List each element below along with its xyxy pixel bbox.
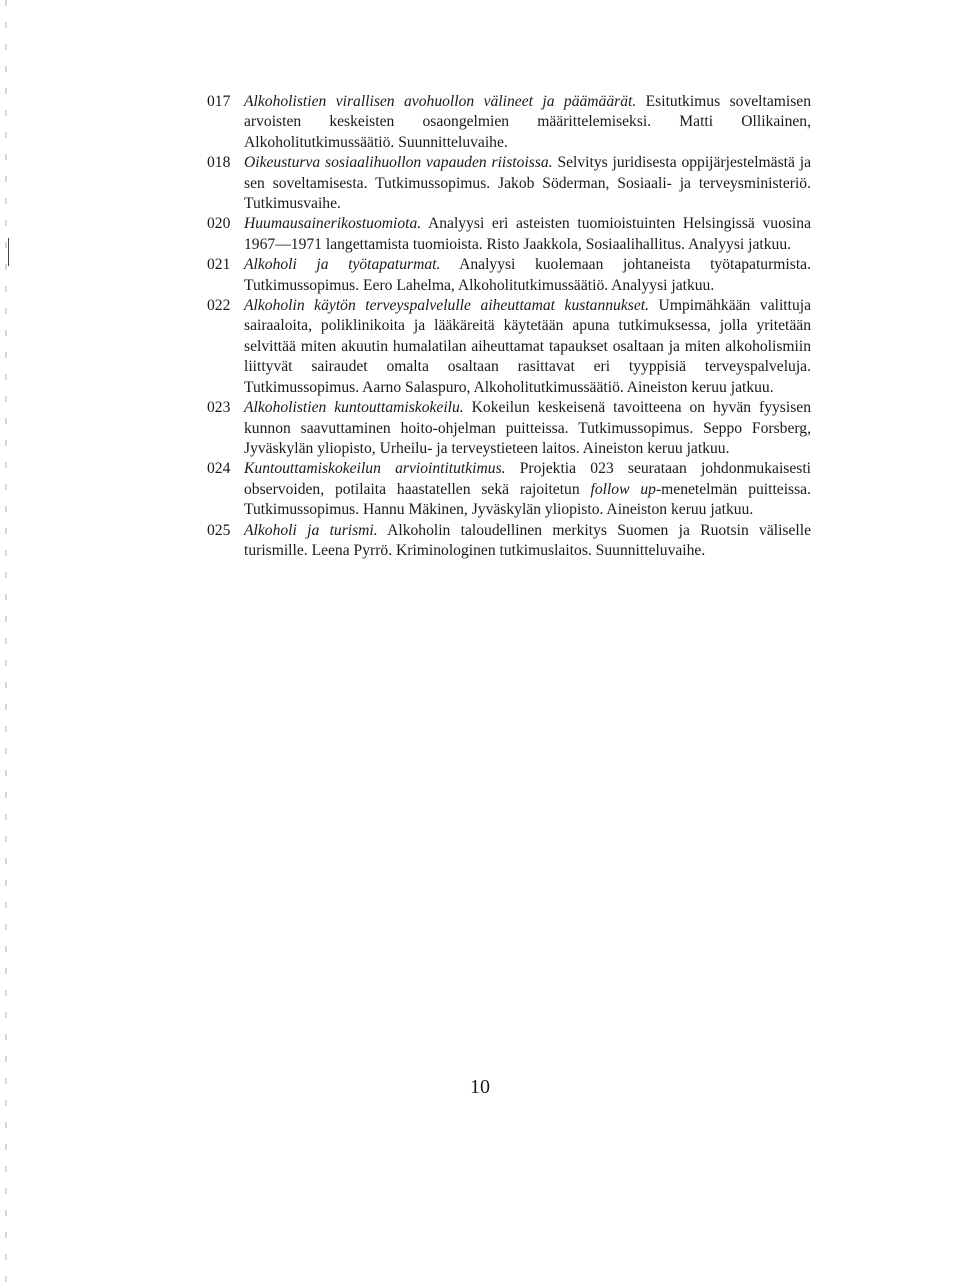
project-number: 021	[207, 256, 231, 274]
project-entry-018	[207, 153, 811, 214]
margin-mark	[8, 238, 9, 266]
project-description	[244, 459, 811, 520]
project-entry-025	[207, 521, 811, 562]
project-number: 017	[207, 93, 231, 110]
project-description	[244, 398, 811, 459]
project-title: Alkoholi ja turismi.	[244, 521, 378, 539]
project-details: Alkoholin taloudellinen merkitys Suomen ja Ruotsin väliselle turismille. Leena Pyrrö. Kriminologinen tutkimuslaitos. Suunnitteluvaihe.	[244, 521, 811, 559]
project-title: Alkoholi ja työtapaturmat.	[244, 256, 441, 274]
project-details: Analyysi kuolemaan johtaneista työtapaturmista. Tutkimussopimus. Eero Lahelma, Alkoholitutkimussäätiö. Analyysi jatkuu.	[244, 256, 811, 294]
project-entry-021	[207, 255, 811, 296]
project-entry-024	[207, 459, 811, 520]
project-title: Alkoholin käytön terveyspalvelulle aiheuttamat kustannukset.	[244, 297, 649, 315]
project-entry-022	[207, 296, 811, 398]
project-title: Oikeusturva sosiaalihuollon vapauden riistoissa.	[244, 154, 553, 172]
project-description	[244, 214, 811, 255]
project-number: 024	[207, 460, 231, 478]
project-number: 022	[207, 297, 231, 315]
project-details-part-1: Projektia 023 seurataan johdonmukaisesti observoiden, potilaita haastatellen sekä rajoitetun	[244, 460, 811, 498]
project-details: Selvitys juridisesta oppijärjestelmästä ja sen soveltamisesta. Tutkimussopimus. Jakob Söderman, Sosiaali- ja terveysministeriö. Tutkimusvaihe.	[244, 154, 811, 213]
project-details: Analyysi eri asteisten tuomioistuinten Helsingissä vuosina 1967—1971 langettamista tuomioista. Risto Jaakkola, Sosiaalihallitus. Analyysi jatkuu.	[244, 215, 811, 253]
page-number: 10	[470, 1076, 490, 1098]
project-number: 018	[207, 154, 231, 172]
project-description	[244, 296, 811, 398]
project-title: Alkoholistien kuntouttamiskokeilu.	[244, 399, 464, 417]
project-description	[244, 255, 811, 296]
project-entry-017	[207, 92, 811, 153]
project-title: Huumausainerikostuomiota.	[244, 215, 422, 233]
project-number: 025	[207, 521, 231, 539]
project-details-italic-term: follow up	[590, 480, 656, 498]
project-entry-023	[207, 398, 811, 459]
project-title: Kuntouttamiskokeilun arviointitutkimus.	[244, 460, 506, 478]
project-details: Umpimähkään valittuja sairaaloita, poliklinikoita ja lääkäreitä käytetään apuna tutkimuksessa, jolla yritetään selvittää miten akuutin humalatilan aiheuttamat tapaukset osaltaan ja miten alkoholismiin liittyvät sairaudet omalta osaltaan rasittavat eri tyyppisiä terveyspalveluja. Tutkimussopimus. Aarno Salaspuro, Alkoholitutkimussäätiö. Aineiston keruu jatkuu.	[244, 297, 812, 396]
project-details-part-2: -menetelmän puitteissa. Tutkimussopimus. Hannu Mäkinen, Jyväskylän yliopisto. Aineiston keruu jatkuu.	[244, 480, 811, 519]
project-details: Esitutkimus soveltamisen arvoisten keskeisten osaongelmien määrittelemiseksi. Matti Ollikainen, Alkoholitutkimussäätiö. Suunnitteluvaihe.	[244, 93, 812, 151]
project-number: 023	[207, 399, 231, 417]
project-description	[244, 521, 811, 562]
project-description	[244, 153, 811, 214]
project-number: 020	[207, 215, 231, 233]
project-title: Alkoholistien virallisen avohuollon välineet ja päämäärät.	[244, 93, 637, 110]
project-description	[244, 92, 811, 153]
project-entry-020	[207, 214, 811, 255]
project-details: Kokeilun keskeisenä tavoitteena on hyvän fyysisen kunnon saavuttaminen hoito-ohjelman puitteissa. Tutkimussopimus. Seppo Forsberg, Jyväskylän yliopisto, Urheilu- ja terveystieteen laitos. Aineiston keruu jatkuu.	[244, 399, 811, 457]
research-project-list	[207, 92, 811, 561]
